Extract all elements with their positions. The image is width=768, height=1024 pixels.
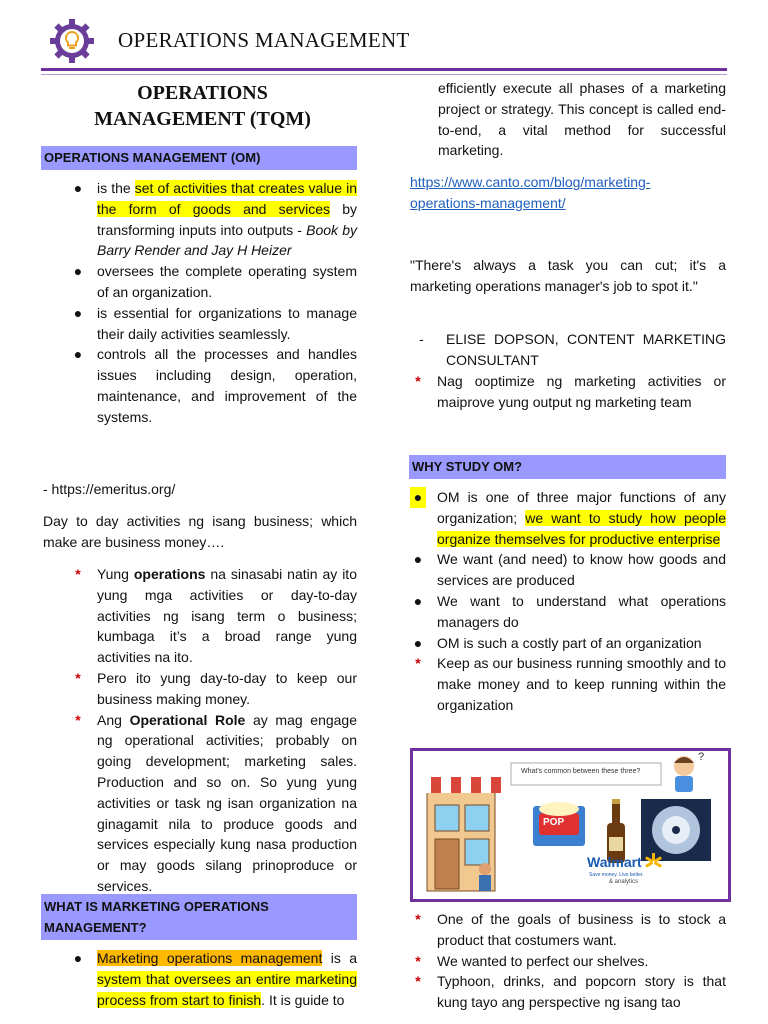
list-item: ● Marketing operations management is a system that oversees an entire marketing process from start to finish. It is guide to bbox=[73, 950, 357, 1008]
document-title-line1: OPERATIONS bbox=[137, 82, 268, 104]
mom-list bbox=[43, 948, 357, 1010]
why-list bbox=[383, 487, 726, 716]
list-item: ● is essential for organizations to manage their daily activities seamlessly. bbox=[73, 304, 357, 342]
quote: "There's always a task you can cut; it's a marketing operations manager's job to spot it." bbox=[410, 257, 726, 294]
list-item: ● is the set of activities that creates value in the form of goods and services by transforming inputs into outputs - Book by Barry Render and Jay H Heizer bbox=[73, 180, 357, 259]
popcorn-label: POP bbox=[543, 817, 565, 828]
list-item: * Yung operations na sinasabi natin ay ito yung mga activities or day-to-day activities ng isang term o business; kumbaga it’s a broad range yung activities na ito. bbox=[43, 564, 357, 668]
om-definition-list bbox=[43, 178, 357, 428]
walmart-tagline: Save money. Live better. bbox=[589, 872, 644, 878]
walmart-logo-text: Walmart bbox=[587, 854, 642, 870]
illustration-caption: What's common between these three? bbox=[521, 768, 641, 775]
optimize-list bbox=[383, 371, 726, 413]
asterisk-icon: * bbox=[75, 711, 81, 728]
list-item: ● We want to understand what operations managers do bbox=[413, 592, 726, 630]
source-citation: - https://emeritus.org/ bbox=[43, 481, 176, 497]
list-item: * One of the goals of business is to stock a product that costumers want. bbox=[383, 909, 726, 951]
operations-list bbox=[43, 564, 357, 897]
highlight: set of activities that creates value in the form of goods and services bbox=[97, 180, 357, 217]
list-item: ● OM is one of three major functions of any organization; we want to study how people organize themselves for productive enterprise bbox=[383, 487, 726, 549]
list-item: * Nag ooptimize ng marketing activities or maiprove yung output ng marketing team bbox=[383, 371, 726, 413]
typhoon-icon bbox=[641, 799, 711, 861]
thinking-person-icon bbox=[674, 756, 694, 792]
asterisk-icon: * bbox=[415, 373, 421, 389]
walmart-tagline2: & analytics bbox=[609, 879, 639, 885]
list-item: * We wanted to perfect our shelves. bbox=[383, 951, 726, 972]
section-heading-om: OPERATIONS MANAGEMENT (OM) bbox=[41, 146, 357, 170]
illustration bbox=[410, 748, 731, 902]
intro-paragraph: Day to day activities ng isang business; which make are business money…. bbox=[43, 513, 357, 550]
asterisk-icon: * bbox=[415, 655, 421, 672]
section-heading-mom: WHAT IS MARKETING OPERATIONS MANAGEMENT? bbox=[41, 894, 357, 940]
storefront-icon bbox=[421, 777, 501, 891]
document-title-line2: MANAGEMENT (TQM) bbox=[94, 108, 311, 130]
highlight: we want to study how people organize themselves for productive enterprise bbox=[437, 509, 726, 547]
asterisk-icon: * bbox=[75, 566, 81, 582]
list-item: ● controls all the processes and handles issues including design, operation, maintenance, and improvement of the systems. bbox=[73, 346, 357, 425]
header-divider-thin bbox=[41, 74, 727, 75]
asterisk-icon: * bbox=[415, 973, 421, 990]
list-item: ● OM is such a costly part of an organization bbox=[413, 634, 702, 651]
goals-list bbox=[383, 909, 726, 1013]
list-item: ● oversees the complete operating system of an organization. bbox=[73, 263, 357, 300]
section-heading-why: WHY STUDY OM? bbox=[409, 455, 726, 479]
source-link[interactable]: https://www.canto.com/blog/marketing-operations-management/ bbox=[410, 174, 651, 211]
document-title bbox=[60, 80, 345, 132]
asterisk-icon: * bbox=[75, 669, 81, 686]
asterisk-icon: * bbox=[415, 952, 421, 969]
continuation-paragraph: efficiently execute all phases of a marketing project or strategy. This concept is called end-to-end, a vital method for successful marketing. bbox=[438, 80, 726, 159]
list-item: * Keep as our business running smoothly and to make money and to keep running within the organization bbox=[383, 653, 726, 715]
question-mark: ? bbox=[698, 751, 705, 763]
highlight-orange: Marketing operations management bbox=[97, 950, 323, 966]
list-item: * Pero ito yung day-to-day to keep our business making money. bbox=[43, 668, 357, 710]
asterisk-icon: * bbox=[415, 911, 421, 927]
list-item: * Typhoon, drinks, and popcorn story is that kung tayo ang perspective ng isang tao bbox=[383, 971, 726, 1013]
gear-lightbulb-icon bbox=[48, 17, 96, 65]
quote-attribution: - ELISE DOPSON, CONTENT MARKETING CONSULTANT bbox=[419, 331, 726, 368]
list-item: * Ang Operational Role ay mag engage ng operational activities; probably on going development; marketing sales. Production and so on. So yung yung activities or task ng isan organization na ginagamit nila to produce goods and services especially kung nasa production or may goods silang prinoproduce or services. bbox=[43, 710, 357, 897]
highlight: system that oversees an entire marketing process from start to finish bbox=[97, 970, 357, 1008]
list-item: ● We want (and need) to know how goods and services are produced bbox=[413, 551, 726, 589]
header-divider bbox=[41, 68, 727, 71]
header-title: OPERATIONS MANAGEMENT bbox=[118, 28, 410, 52]
